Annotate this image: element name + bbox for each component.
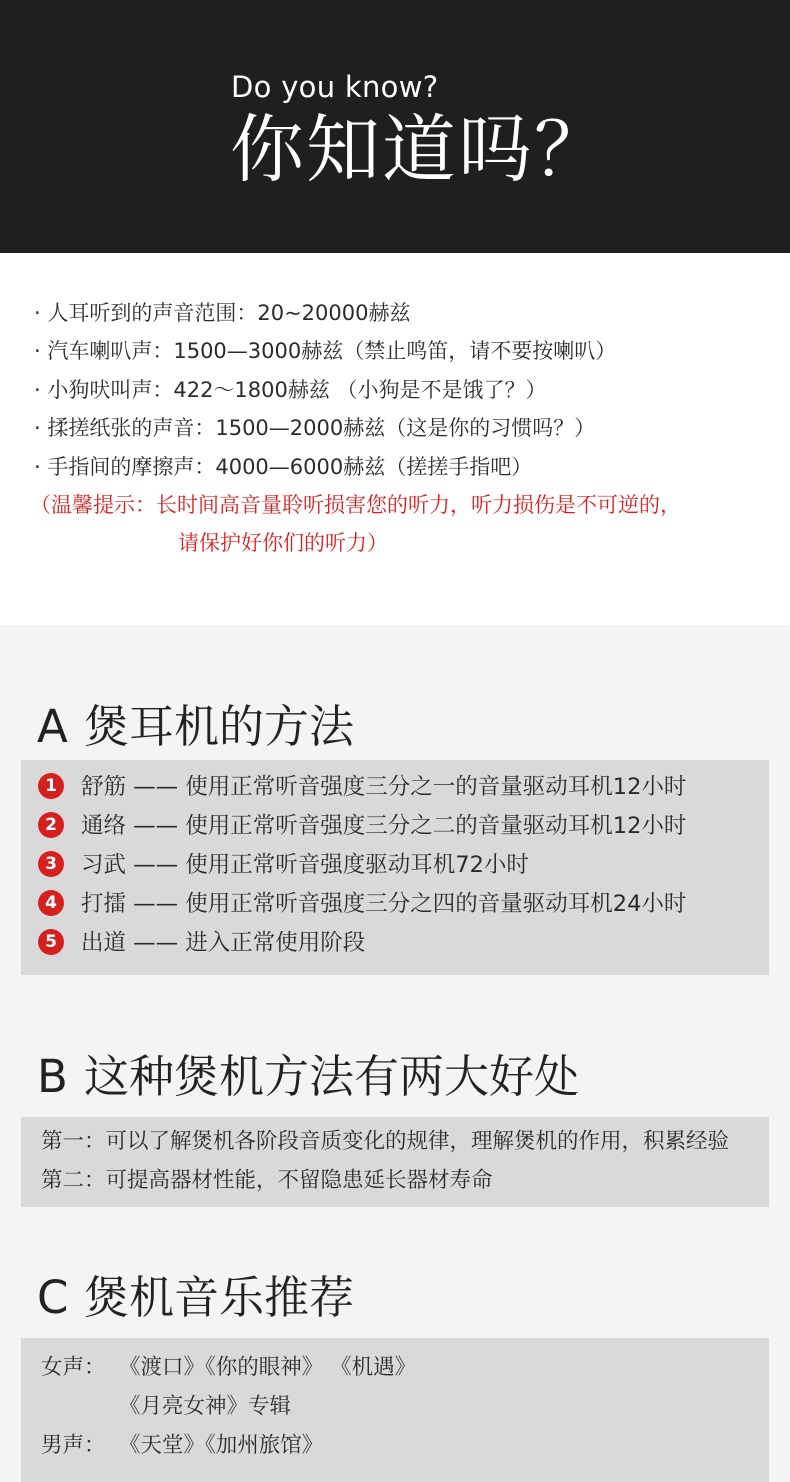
section-b-title: 这种煲机方法有两大好处: [84, 1050, 580, 1103]
step-text: 通络 —— 使用正常听音强度三分之二的音量驱动耳机12小时: [81, 813, 687, 839]
methods-section: [0, 625, 790, 1482]
fact-item: · 小狗吠叫声：422～1800赫兹 （小狗是不是饿了？）: [34, 378, 547, 402]
warning-line-1: （温馨提示：长时间高音量聆听损害您的听力，听力损伤是不可逆的，: [30, 493, 681, 517]
step-item: [38, 771, 686, 803]
section-c-letter: C: [37, 1271, 69, 1324]
section-c-title: 煲机音乐推荐: [84, 1271, 355, 1324]
step-number-badge: 4: [38, 890, 64, 916]
step-item: [38, 927, 365, 959]
benefit-line: 第二：可提高器材性能，不留隐患延长器材寿命: [41, 1168, 493, 1193]
step-item: [38, 888, 686, 920]
benefit-line: 第一：可以了解煲机各阶段音质变化的规律，理解煲机的作用，积累经验: [41, 1129, 730, 1154]
facts-section: [0, 253, 790, 625]
step-number-badge: 5: [38, 929, 64, 955]
hero-title: 你知道吗？: [230, 107, 610, 193]
step-text: 习武 —— 使用正常听音强度驱动耳机72小时: [81, 852, 529, 878]
section-c-box: [21, 1338, 769, 1482]
section-a-title: 煲耳机的方法: [84, 700, 355, 753]
step-text: 打擂 —— 使用正常听音强度三分之四的音量驱动耳机24小时: [81, 891, 687, 917]
fact-item: · 手指间的摩擦声：4000—6000赫兹（搓搓手指吧）: [34, 455, 533, 479]
fact-item: · 揉搓纸张的声音：1500—2000赫兹（这是你的习惯吗？）: [34, 416, 596, 440]
section-b-box: [21, 1117, 769, 1207]
step-number-badge: 2: [38, 812, 64, 838]
male-songs: 《天堂》《加州旅馆》: [119, 1433, 324, 1458]
warning-line-2: 请保护好你们的听力）: [178, 531, 388, 555]
section-b-letter: B: [37, 1050, 68, 1103]
hero-subtitle: Do you know?: [231, 70, 439, 104]
female-label: 女声：: [41, 1355, 106, 1380]
fact-item: · 汽车喇叭声：1500—3000赫兹（禁止鸣笛，请不要按喇叭）: [34, 339, 617, 363]
step-item: [38, 810, 686, 842]
section-c-heading: [37, 1261, 354, 1326]
section-a-heading: [37, 690, 354, 755]
step-number-badge: 1: [38, 773, 64, 799]
section-a-box: [21, 760, 769, 975]
step-item: [38, 849, 529, 881]
section-b-heading: [37, 1040, 579, 1105]
male-label: 男声：: [41, 1433, 106, 1458]
step-number-badge: 3: [38, 851, 64, 877]
fact-item: · 人耳听到的声音范围：20~20000赫兹: [34, 301, 411, 325]
female-album: 《月亮女神》专辑: [119, 1394, 292, 1419]
step-text: 出道 —— 进入正常使用阶段: [81, 930, 366, 956]
step-text: 舒筋 —— 使用正常听音强度三分之一的音量驱动耳机12小时: [81, 774, 687, 800]
section-a-letter: A: [37, 700, 68, 753]
female-songs: 《渡口》《你的眼神》 《机遇》: [119, 1355, 417, 1380]
hero-banner: [0, 0, 790, 253]
